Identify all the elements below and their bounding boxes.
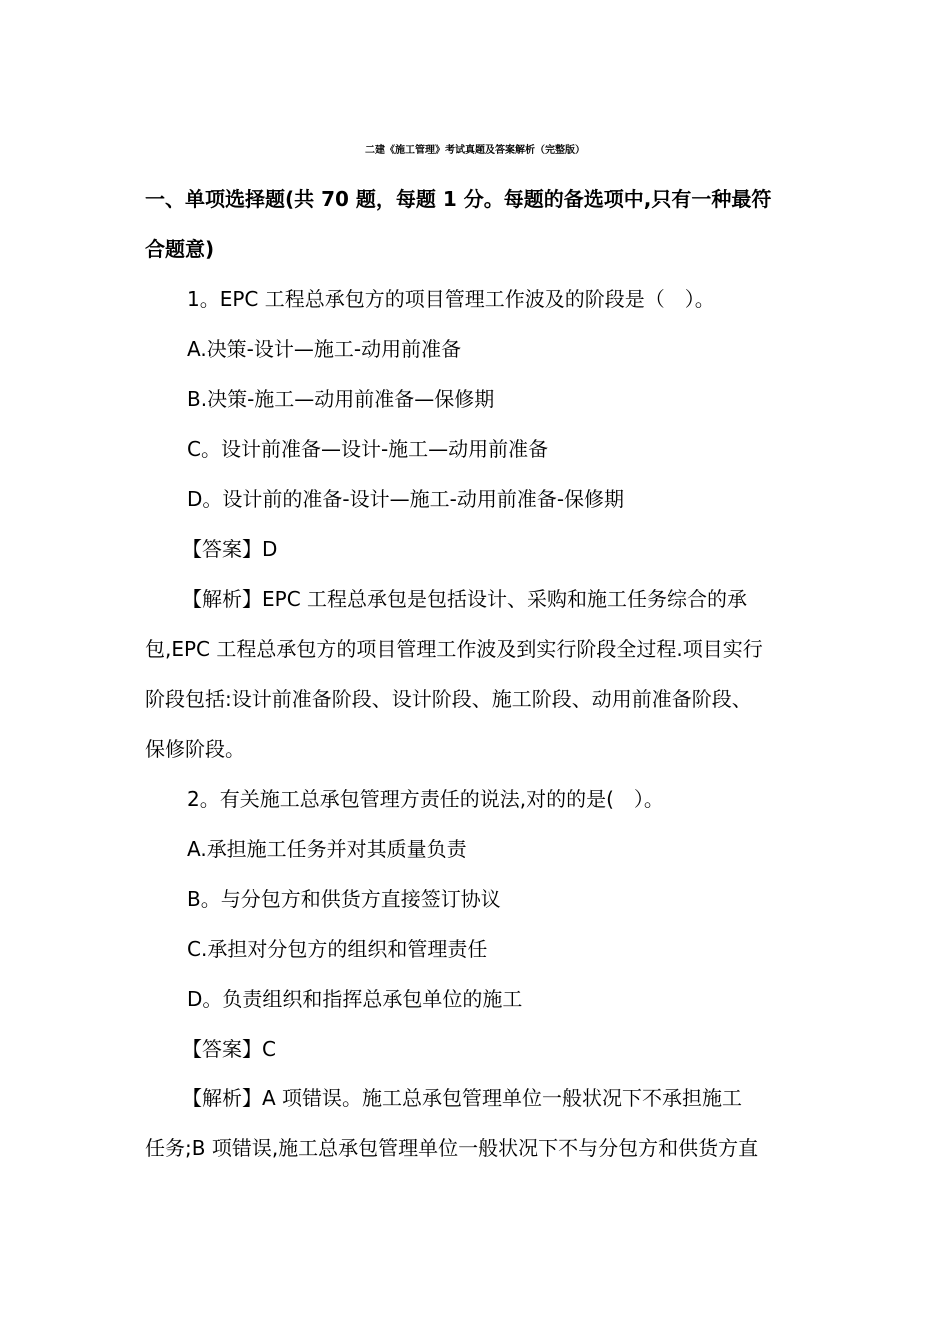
question-1-option-c: C。设计前准备—设计-施工—动用前准备	[187, 437, 549, 461]
question-2-option-c: C.承担对分包方的组织和管理责任	[187, 937, 488, 961]
question-1-analysis-line-2: 包,EPC 工程总承包方的项目管理工作波及到实行阶段全过程.项目实行	[145, 637, 763, 661]
question-2-option-b: B。与分包方和供货方直接签订协议	[187, 887, 501, 911]
question-1-option-b: B.决策-施工—动用前准备—保修期	[187, 387, 495, 411]
question-1-analysis-line-3: 阶段包括:设计前准备阶段、设计阶段、施工阶段、动用前准备阶段、	[145, 687, 752, 711]
section-heading-continued: 合题意)	[145, 237, 215, 261]
document-title: 二建《施工管理》考试真题及答案解析（完整版）	[365, 145, 585, 156]
question-1-stem: 1。EPC 工程总承包方的项目管理工作波及的阶段是（ ）。	[187, 287, 715, 311]
question-1-analysis-line-1: 【解析】EPC 工程总承包是包括设计、采购和施工任务综合的承	[182, 587, 748, 611]
section-heading: 一、单项选择题(共 70 题，每题 1 分。每题的备选项中,只有一种最符	[145, 187, 772, 211]
question-1-option-a: A.决策-设计—施工-动用前准备	[187, 337, 462, 361]
question-1-answer: 【答案】D	[182, 537, 278, 561]
question-2-answer: 【答案】C	[182, 1037, 276, 1061]
question-1-option-d: D。设计前的准备-设计—施工-动用前准备-保修期	[187, 487, 625, 511]
question-1-analysis-line-4: 保修阶段。	[145, 737, 245, 761]
question-2-analysis-line-2: 任务;B 项错误,施工总承包管理单位一般状况下不与分包方和供货方直	[145, 1136, 759, 1160]
question-2-stem: 2。有关施工总承包管理方责任的说法,对的的是( ）。	[187, 787, 664, 811]
question-2-analysis-line-1: 【解析】A 项错误。施工总承包管理单位一般状况下不承担施工	[182, 1086, 743, 1110]
question-2-option-a: A.承担施工任务并对其质量负责	[187, 837, 467, 861]
question-2-option-d: D。负责组织和指挥总承包单位的施工	[187, 987, 523, 1011]
